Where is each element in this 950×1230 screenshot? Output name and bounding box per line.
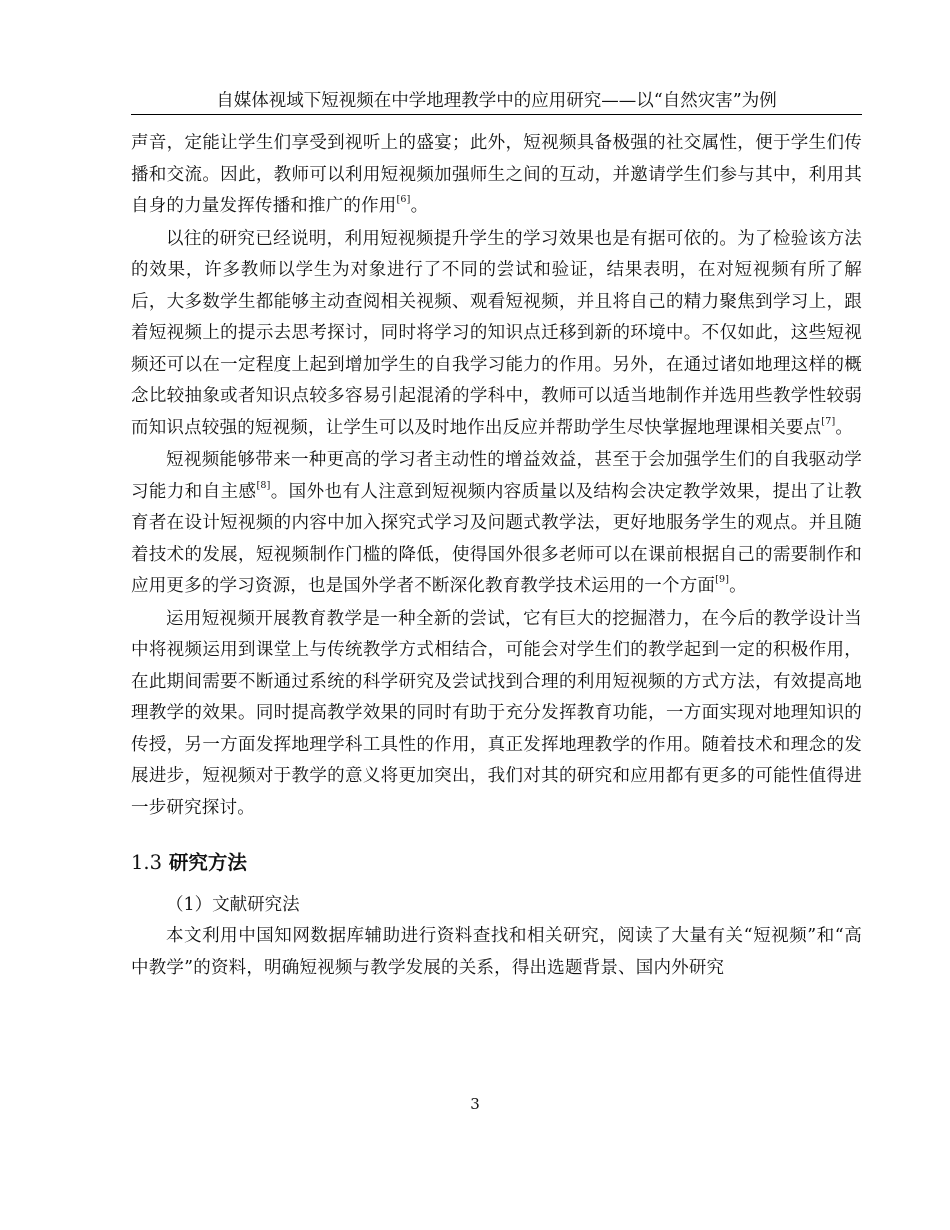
- page-number: 3: [470, 1095, 480, 1113]
- header-rule: [131, 114, 862, 115]
- section-number: 1.3: [131, 851, 163, 874]
- paragraph-tail: 。: [835, 417, 854, 438]
- section-title: 研究方法: [168, 851, 247, 874]
- paragraph-tail: 。: [729, 576, 747, 596]
- paragraph-previous-research: [131, 224, 862, 445]
- paragraph-text: 。国外也有人注意到短视频内容质量以及结构会决定教学效果，提出了让教育者在设计短视频的内容中加入探究式学习及问题式教学法，更好地服务学生的观点。并且随着技术的发展，短视频制作门槛的降低，使得国外很多老师可以在课前根据自己的需要制作和应用更多的学习资源，也是国外学者不断深化教育教学技术运用的一个方面: [131, 481, 862, 596]
- citation-8: [8]: [256, 479, 271, 491]
- running-header: 自媒体视域下短视频在中学地理教学中的应用研究——以“自然灾害”为例: [216, 91, 777, 111]
- citation-6: [6]: [396, 194, 411, 206]
- paragraph-continued: [131, 128, 862, 223]
- citation-9: [9]: [715, 574, 730, 586]
- paragraph-text: 短视频能够带来一种更高的学习者主动性的增益效益，甚至于会加强学生们的自我驱动学习能力和自主感: [131, 450, 862, 502]
- paragraph-text: 声音，定能让学生们享受到视听上的盛宴；此外，短视频具备极强的社交属性，便于学生们传播和交流。因此，教师可以利用短视频加强师生之间的互动，并邀请学生们参与其中，利用其自身的力量发挥传播和推广的作用: [131, 133, 862, 216]
- section-heading: [131, 846, 862, 880]
- citation-7: [7]: [821, 415, 836, 427]
- paragraph-literature-method: 本文利用中国知网数据库辅助进行资料查找和相关研究，阅读了大量有关“短视频”和“高中教学”的资料，明确短视频与教学发展的关系，得出选题背景、国内外研究: [131, 926, 862, 978]
- paragraph-teaching-application: 运用短视频开展教育教学是一种全新的尝试，它有巨大的挖掘潜力，在今后的教学设计当中将视频运用到课堂上与传统教学方式相结合，可能会对学生们的教学起到一定的积极作用，在此期间需要不断通过系统的科学研究及尝试找到合理的利用短视频的方式方法，有效提高地理教学的效果。同时提高教学效果的同时有助于充分发挥教育功能，一方面实现对地理知识的传授，另一方面发挥地理学科工具性的作用，真正发挥地理教学的作用。随着技术和理念的发展进步，短视频对于教学的意义将更加突出，我们对其的研究和应用都有更多的可能性值得进一步研究探讨。: [131, 608, 862, 818]
- paragraph-text: 以往的研究已经说明，利用短视频提升学生的学习效果也是有据可依的。为了检验该方法的效果，许多教师以学生为对象进行了不同的尝试和验证，结果表明，在对短视频有所了解后，大多数学生都能够主动查阅相关视频、观看短视频，并且将自己的精力聚焦到学习上，跟着短视频上的提示去思考探讨，同时将学习的知识点迁移到新的环境中。不仅如此，这些短视频还可以在一定程度上起到增加学生的自我学习能力的作用。另外，在通过诸如地理这样的概念比较抽象或者知识点较多容易引起混淆的学科中，教师可以适当地制作并选用些教学性较弱而知识点较强的短视频，让学生可以及时地作出反应并帮助学生尽快掌握地理课相关要点: [131, 228, 862, 438]
- paragraph-tail: 。: [410, 196, 429, 216]
- body-text: [131, 128, 862, 984]
- subsection-heading: （1）文献研究法: [166, 895, 300, 915]
- paragraph-learner-motivation: [131, 445, 862, 603]
